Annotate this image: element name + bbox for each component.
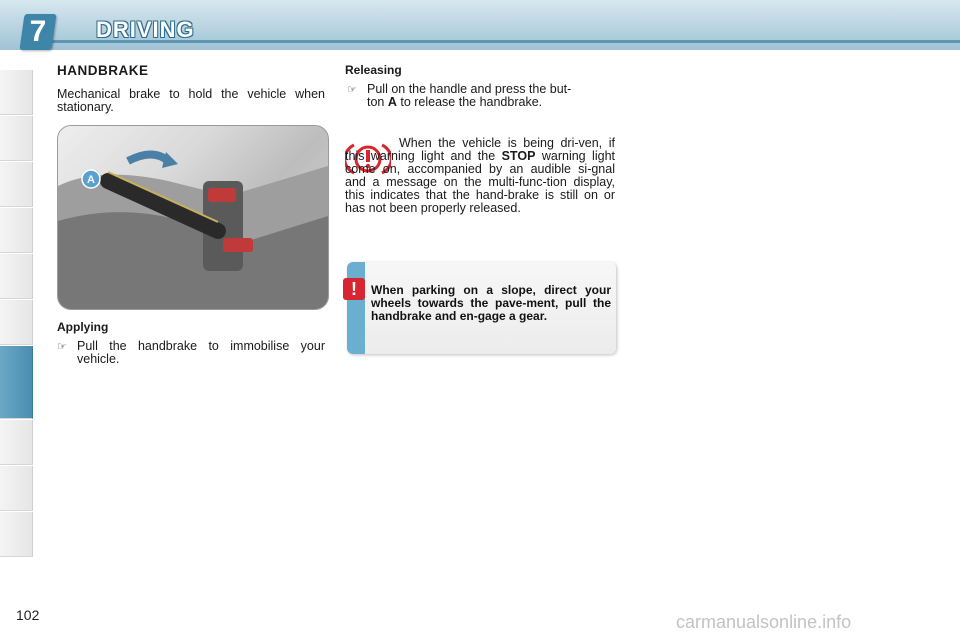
chapter-tab[interactable]: [0, 208, 33, 253]
stop-label: STOP: [501, 149, 536, 163]
releasing-line-1: Pull on the handle and press the but-: [367, 82, 572, 96]
pointer-bullet: ☞: [57, 341, 67, 353]
note-stripe: [347, 262, 365, 354]
releasing-line-2: ton: [367, 95, 388, 109]
page-number: 102: [16, 607, 40, 623]
intro-text: Mechanical brake to hold the vehicle when stationary.: [57, 87, 325, 114]
releasing-heading: Releasing: [345, 63, 402, 77]
applying-heading: Applying: [57, 320, 109, 334]
photo-label-a: A: [87, 174, 95, 186]
button-a-label: A: [387, 95, 397, 109]
chapter-tab-active[interactable]: [0, 346, 33, 419]
chapter-number: 7: [29, 15, 47, 48]
note-text: When parking on a slope, direct your wheels towards the pave-ment, pull the handbrake and en-gage a gear.: [371, 283, 611, 323]
chapter-tab[interactable]: [0, 70, 33, 115]
warning-text-end: warning light come on, accompanied by an audible si-gnal and a message on the multi-func-tion display, this indicates that the hand-brake is still on or has not been properly released.: [345, 149, 615, 215]
applying-text: Pull the handbrake to immobilise your vehicle.: [77, 339, 325, 366]
watermark: carmanualsonline.info: [676, 612, 852, 632]
section-heading: HANDBRAKE: [57, 63, 149, 78]
chapter-tab[interactable]: [0, 300, 33, 345]
releasing-text: [367, 83, 617, 109]
chapter-tab[interactable]: [0, 420, 33, 465]
exclamation-icon: !: [343, 278, 365, 300]
warning-text-start: When the vehicle is being dri-ven, if this warning light and the: [345, 136, 615, 163]
releasing-line-2-end: to release the handbrake.: [396, 95, 543, 109]
chapter-tab[interactable]: [0, 466, 33, 511]
chapter-tab[interactable]: [0, 512, 33, 557]
handbrake-illustration: [58, 126, 328, 309]
chapter-tab[interactable]: [0, 162, 33, 207]
chapter-tabs: [0, 70, 34, 575]
chapter-tab[interactable]: [0, 116, 33, 161]
handbrake-photo: [57, 125, 329, 310]
chapter-tab[interactable]: [0, 254, 33, 299]
warning-text: [345, 137, 615, 215]
pointer-bullet: ☞: [347, 84, 357, 96]
chapter-title: DRIVING: [96, 17, 195, 42]
